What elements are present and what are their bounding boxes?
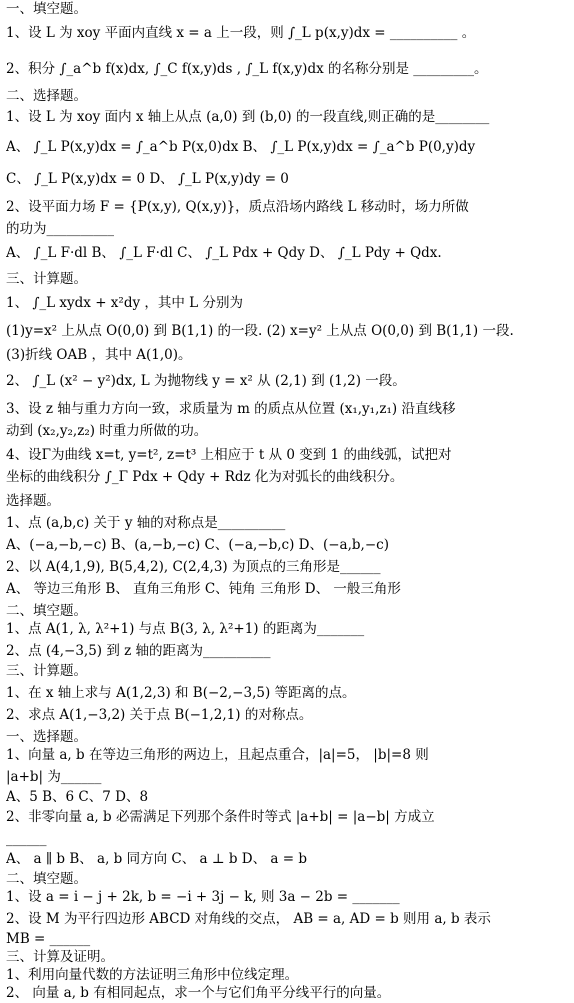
- text-line: 1、 ∫_L xydx + x²dy ，其中 L 分别为: [6, 295, 243, 311]
- text-line: 动到 (x₂,y₂,z₂) 时重力所做的功。: [6, 423, 208, 439]
- text-line: 选择题。: [6, 493, 60, 509]
- text-line: (3)折线 OAB ，其中 A(1,0)。: [6, 347, 192, 363]
- text-line: C、 ∫_L P(x,y)dx = 0 D、 ∫_L P(x,y)dy = 0: [6, 171, 289, 187]
- text-line: 2、非零向量 a, b 必需满足下列那个条件时等式 |a+b| = |a−b| 方成立: [6, 809, 435, 825]
- text-line: MB = ______: [6, 931, 91, 947]
- text-line: 二、选择题。: [6, 88, 87, 104]
- text-line: 1、在 x 轴上求与 A(1,2,3) 和 B(−2,−3,5) 等距离的点。: [6, 685, 356, 701]
- text-line: 1、向量 a, b 在等边三角形的两边上，且起点重合，|a|=5， |b|=8 则: [6, 747, 429, 763]
- text-line: 2、 向量 a, b 有相同起点，求一个与它们角平分线平行的向量。: [6, 985, 391, 1001]
- text-line: A、 等边三角形 B、 直角三角形 C、钝角 三角形 D、 一般三角形: [6, 581, 401, 597]
- text-line: 1、利用向量代数的方法证明三角形中位线定理。: [6, 967, 299, 983]
- text-line: A、 ∫_L P(x,y)dx = ∫_a^b P(x,0)dx B、 ∫_L P(x,y)dx = ∫_a^b P(0,y)dy: [6, 139, 476, 155]
- text-line: A、(−a,−b,−c) B、(a,−b,−c) C、(−a,−b,c) D、(−a,b,−c): [6, 537, 389, 553]
- text-line: 2、 ∫_L (x² − y²)dx, L 为抛物线 y = x² 从 (2,1) 到 (1,2) 一段。: [6, 373, 406, 389]
- text-line: 二、填空题。: [6, 871, 87, 887]
- text-line: 2、积分 ∫_a^b f(x)dx, ∫_C f(x,y)ds , ∫_L f(x,y)dx 的名称分别是 _________。: [6, 61, 488, 77]
- text-line: 1、设 a = i − j + 2k, b = −i + 3j − k, 则 3a − 2b = _______: [6, 889, 400, 905]
- text-line: 1、点 A(1, λ, λ²+1) 与点 B(3, λ, λ²+1) 的距离为_______: [6, 621, 365, 637]
- text-line: 一、选择题。: [6, 729, 87, 745]
- text-line: 4、设Γ为曲线 x=t, y=t², z=t³ 上相应于 t 从 0 变到 1 的曲线弧，试把对: [6, 447, 452, 463]
- text-line: 3、设 z 轴与重力方向一致，求质量为 m 的质点从位置 (x₁,y₁,z₁) 沿直线移: [6, 401, 456, 417]
- text-line: 的功为__________: [6, 221, 114, 237]
- text-line: |a+b| 为______: [6, 769, 102, 785]
- text-line: A、 ∫_L F·dl B、 ∫_L F·dl C、 ∫_L Pdx + Qdy D、 ∫_L Pdy + Qdx.: [6, 245, 442, 261]
- text-line: 2、设平面力场 F = {P(x,y), Q(x,y)}，质点沿场内路线 L 移动时，场力所做: [6, 199, 469, 215]
- text-line: 坐标的曲线积分 ∫_Γ Pdx + Qdy + Rdz 化为对弧长的曲线积分。: [6, 469, 404, 485]
- text-line: 2、求点 A(1,−3,2) 关于点 B(−1,2,1) 的对称点。: [6, 707, 313, 723]
- text-line: 1、设 L 为 xoy 平面内直线 x = a 上一段，则 ∫_L p(x,y)dx = __________ 。: [6, 25, 476, 41]
- text-line: A、 a ∥ b B、 a, b 同方向 C、 a ⊥ b D、 a = b: [6, 851, 307, 867]
- text-line: (1)y=x² 上从点 O(0,0) 到 B(1,1) 的一段. (2) x=y² 上从点 O(0,0) 到 B(1,1) 一段.: [6, 323, 514, 339]
- text-line: 1、设 L 为 xoy 面内 x 轴上从点 (a,0) 到 (b,0) 的一段直线,则正确的是________: [6, 109, 490, 125]
- text-line: 2、以 A(4,1,9), B(5,4,2), C(2,4,3) 为顶点的三角形是______: [6, 559, 381, 575]
- text-line: 一、填空题。: [6, 1, 87, 17]
- text-line: 2、设 M 为平行四边形 ABCD 对角线的交点， AB = a, AD = b 则用 a, b 表示: [6, 911, 491, 927]
- text-line: ______: [6, 831, 47, 847]
- text-line: 三、计算及证明。: [6, 949, 114, 965]
- text-line: 2、点 (4,−3,5) 到 z 轴的距离为__________: [6, 643, 271, 659]
- text-line: 1、点 (a,b,c) 关于 y 轴的对称点是__________: [6, 515, 286, 531]
- text-line: A、5 B、6 C、7 D、8: [6, 789, 149, 805]
- text-line: 三、计算题。: [6, 271, 87, 287]
- text-line: 二、填空题。: [6, 603, 87, 619]
- text-line: 三、计算题。: [6, 663, 87, 679]
